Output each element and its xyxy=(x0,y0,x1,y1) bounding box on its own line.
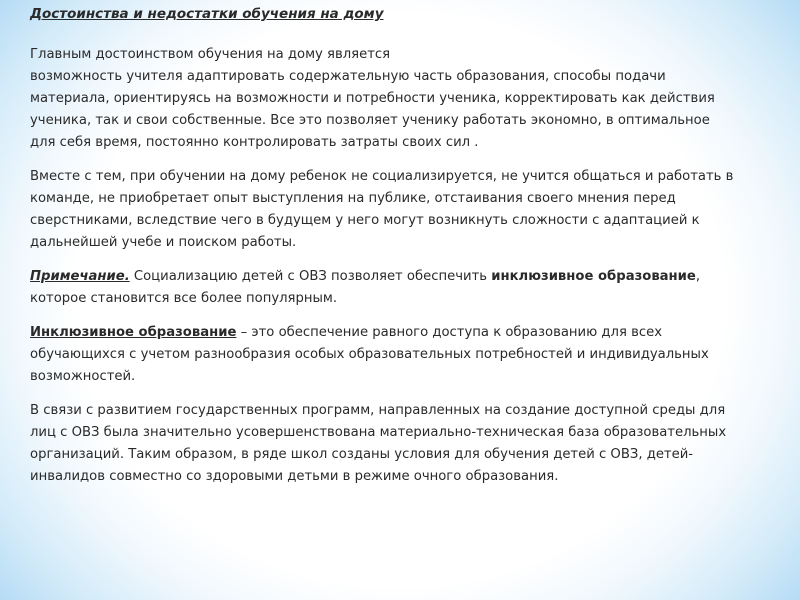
text-line: В связи с развитием государственных программ, направленных на создание доступной среды для xyxy=(30,403,726,418)
text-line: обучающихся с учетом разнообразия особых образовательных потребностей и индивидуальных xyxy=(30,347,709,362)
note-label: Примечание. xyxy=(30,269,130,284)
text-line: инвалидов совместно со здоровыми детьми в режиме очного образования. xyxy=(30,469,559,484)
text-line: возможностей. xyxy=(30,369,136,384)
text-line: для себя время, постоянно контролировать затраты своих сил . xyxy=(30,135,479,150)
text-line: ученика, так и свои собственные. Все это позволяет ученику работать экономно, в оптимальное xyxy=(30,113,710,128)
note-text: Социализацию детей с ОВЗ позволяет обеспечить xyxy=(129,269,492,284)
text-line: команде, не приобретает опыт выступления на публике, отстаивания своего мнения перед xyxy=(30,191,676,206)
paragraph-advantages xyxy=(30,44,775,154)
text-line: которое становится все более популярным. xyxy=(30,291,338,306)
slide-title: Достоинства и недостатки обучения на дому xyxy=(30,6,384,22)
paragraph-disadvantages xyxy=(30,166,775,254)
text-line xyxy=(30,266,775,288)
text-line: дальнейшей учебе и поиском работы. xyxy=(30,235,297,250)
slide-content xyxy=(30,4,775,500)
text-line: организаций. Таким образом, в ряде школ созданы условия для обучения детей с ОВЗ, детей- xyxy=(30,447,694,462)
paragraph-note xyxy=(30,266,775,310)
inclusive-definition-text: – это обеспечение равного доступа к образованию для всех xyxy=(236,325,663,340)
text-line: материала, ориентируясь на возможности и потребности ученика, корректировать как действия xyxy=(30,91,715,106)
text-line: возможность учителя адаптировать содержательную часть образования, способы подачи xyxy=(30,69,666,84)
paragraph-inclusive-definition xyxy=(30,322,775,388)
inclusive-term: Инклюзивное образование xyxy=(30,325,237,340)
text-line: Главным достоинством обучения на дому является xyxy=(30,47,391,62)
text-line: сверстниками, вследствие чего в будущем у него могут возникнуть сложности с адаптацией к xyxy=(30,213,700,228)
text-line xyxy=(30,322,775,344)
note-emphasis: инклюзивное образование xyxy=(491,269,696,284)
paragraph-state-programs xyxy=(30,400,775,488)
text-line: лиц с ОВЗ была значительно усовершенствована материально-техническая база образовательных xyxy=(30,425,727,440)
note-punct: , xyxy=(695,269,701,284)
text-line: Вместе с тем, при обучении на дому ребенок не социализируется, не учится общаться и работать в xyxy=(30,169,734,184)
